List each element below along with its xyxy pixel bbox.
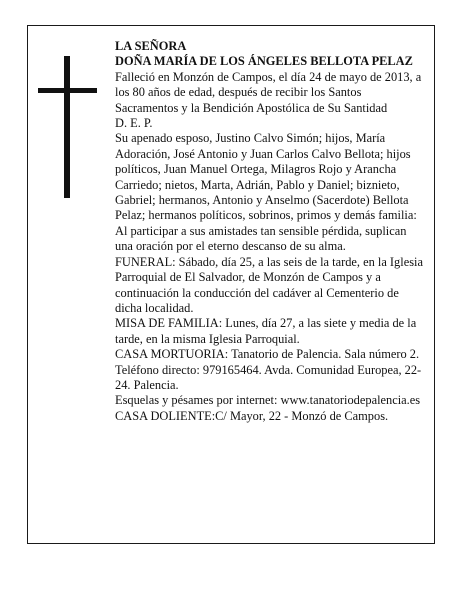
prayer-request: Al participar a sus amistades tan sensible pérdida, suplican una oración por el eterno descanso de su alma.	[115, 223, 407, 254]
funeral-info: FUNERAL: Sábado, día 25, a las seis de la tarde, en la Iglesia Parroquial de El Salvador, de Monzón de Campos y a continuación la conducción del cadáver al Cementerio de dicha localidad.	[115, 254, 423, 315]
mourning-house: CASA DOLIENTE:C/ Mayor, 22 - Monzó de Campos.	[115, 408, 389, 423]
online-condolences: Esquelas y pésames por internet: www.tanatoriodepalencia.es	[115, 393, 421, 408]
cross-icon	[38, 56, 97, 198]
deceased-name: DOÑA MARÍA DE LOS ÁNGELES BELLOTA PELAZ	[115, 54, 413, 69]
obituary-title: LA SEÑORA	[115, 39, 187, 53]
family-list: Su apenado esposo, Justino Calvo Simón; hijos, María Adoración, José Antonio y Juan Carlos Calvo Bellota; hijos políticos, Juan Manuel Ortega, Milagros Rojo y Arancha Carriedo; nietos, Marta, Adrián, Pablo y Daniel; biznieto, Gabriel; hermanos, Antonio y Anselmo (Sacerdote) Bellota Pelaz; hermanos políticos, sobrinos, primos y demás familia:	[115, 131, 417, 223]
cross-vertical-bar	[64, 56, 70, 198]
death-announcement: Falleció en Monzón de Campos, el día 24 de mayo de 2013, a los 80 años de edad, después de recibir los Santos Sacramentos y la Bendición Apostólica de Su Santidad	[115, 69, 422, 115]
obituary-text	[115, 39, 423, 424]
mortuary-info: CASA MORTUORIA: Tanatorio de Palencia. Sala número 2. Teléfono directo: 979165464. Avda. Comunidad Europea, 22-24. Palencia.	[115, 347, 422, 392]
cross-horizontal-bar	[38, 88, 97, 93]
family-mass-info: MISA DE FAMILIA: Lunes, día 27, a las siete y media de la tarde, en la misma Iglesia Parroquial.	[115, 316, 417, 346]
rip-text: D. E. P.	[115, 116, 153, 131]
